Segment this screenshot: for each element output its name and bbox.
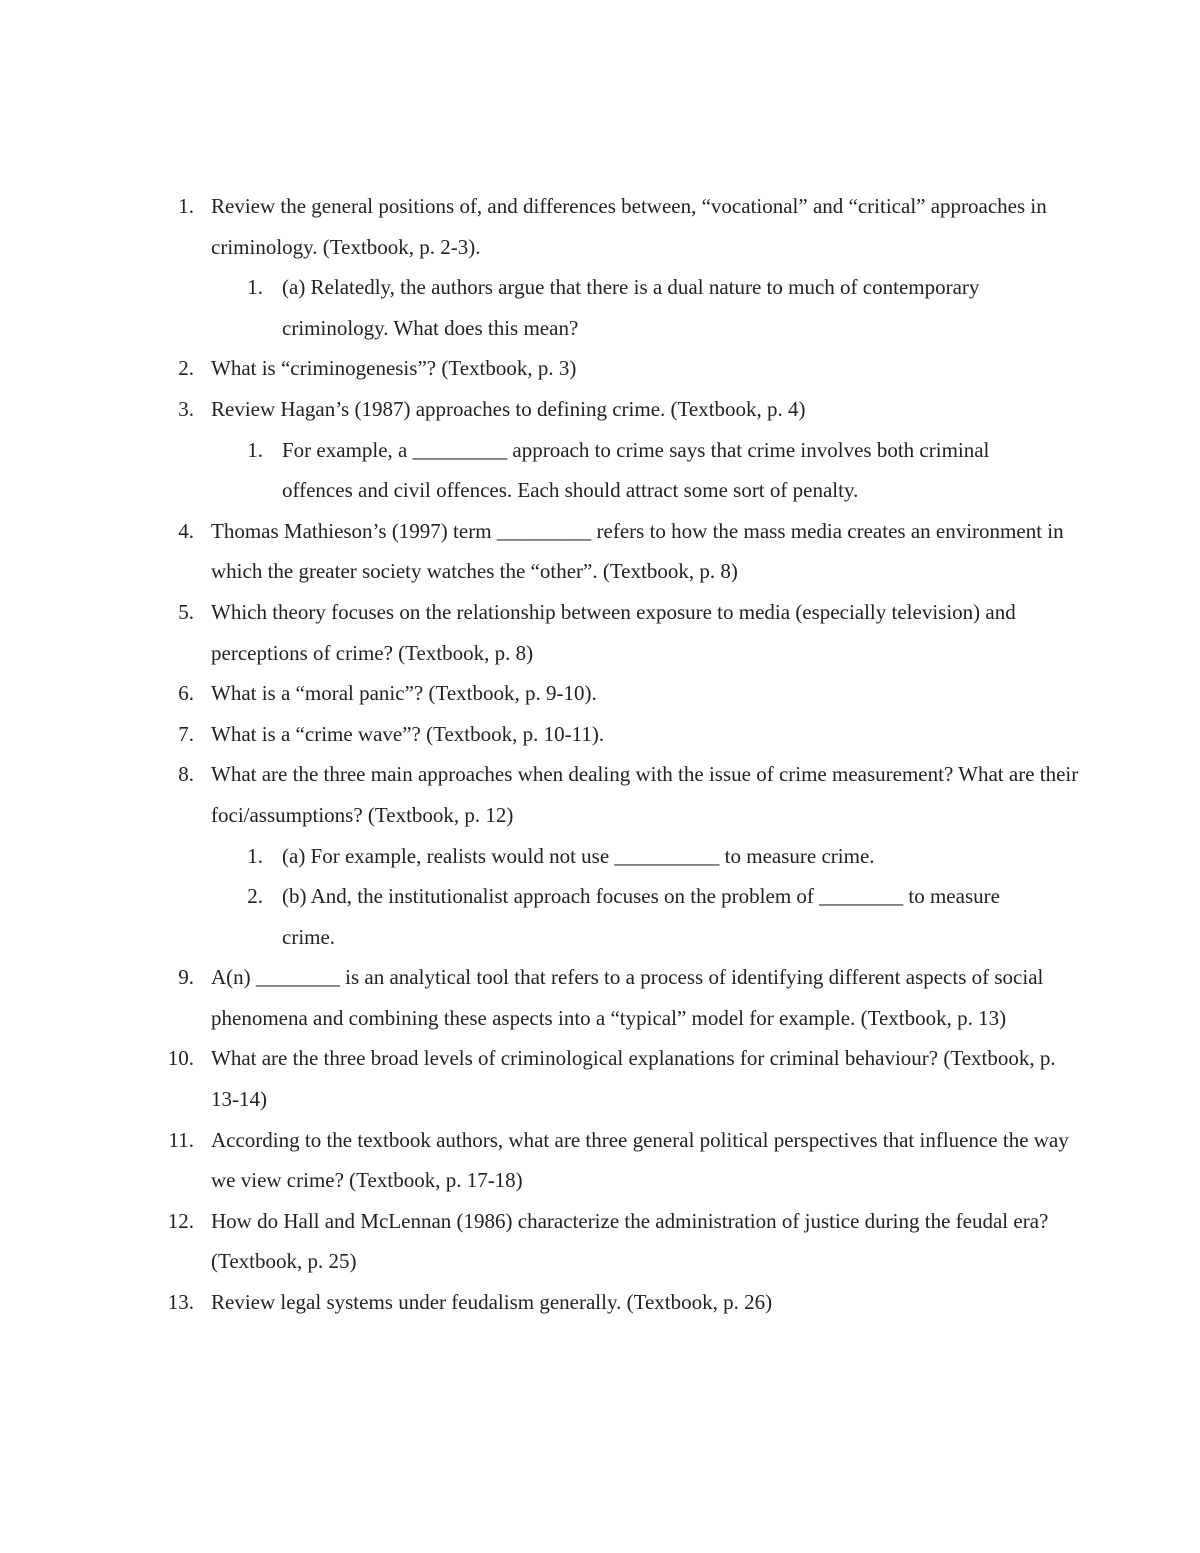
question-item [0, 754, 1200, 835]
question-item [0, 1282, 1200, 1323]
question-number: 13. [167, 1290, 194, 1315]
question-text: Review legal systems under feudalism generally. (Textbook, p. 26) [211, 1290, 773, 1315]
question-number: 2. [247, 884, 263, 909]
question-text: (a) Relatedly, the authors argue that there is a dual nature to much of contemporary criminology. What does this mean? [282, 275, 980, 340]
question-item [0, 1201, 1200, 1282]
question-number: 9. [178, 965, 194, 990]
question-text: Which theory focuses on the relationship between exposure to media (especially television) and perceptions of crime? (Textbook, p. 8) [211, 599, 1016, 665]
question-text: What are the three broad levels of criminological explanations for criminal behaviour? (Textbook, p. 13-14) [211, 1046, 1056, 1112]
question-text: What is “criminogenesis”? (Textbook, p. 3) [211, 356, 577, 381]
sub-question-item [0, 836, 1200, 877]
question-number: 12. [167, 1208, 194, 1233]
question-number: 4. [178, 518, 194, 543]
question-item [0, 511, 1200, 592]
question-number: 6. [178, 681, 194, 706]
question-number: 1. [247, 437, 263, 462]
question-list [0, 186, 1200, 1323]
question-number: 8. [178, 762, 194, 787]
sub-question-item [0, 267, 1200, 348]
question-text: What are the three main approaches when dealing with the issue of crime measurement? What are their foci/assumptions? (Textbook, p. 12) [211, 762, 1079, 827]
question-item [0, 673, 1200, 714]
question-text: What is a “moral panic”? (Textbook, p. 9-10). [211, 681, 597, 706]
question-number: 10. [167, 1046, 194, 1071]
question-text: For example, a _________ approach to crime says that crime involves both criminal offences and civil offences. Each should attract some sort of penalty. [282, 437, 990, 503]
question-text: (b) And, the institutionalist approach focuses on the problem of ________ to measure crime. [282, 884, 1000, 949]
question-text: A(n) ________ is an analytical tool that refers to a process of identifying different aspects of social phenomena and combining these aspects into a “typical” model for example. (Textbook, p. 13) [211, 965, 1044, 1030]
question-number: 2. [178, 356, 194, 381]
question-item [0, 186, 1200, 267]
question-item [0, 714, 1200, 755]
question-text: Review the general positions of, and differences between, “vocational” and “critical” approaches in criminology. (Textbook, p. 2-3). [211, 194, 1047, 259]
question-number: 1. [178, 194, 194, 218]
question-number: 1. [247, 843, 263, 868]
sub-question-item [0, 430, 1200, 511]
question-item [0, 1038, 1200, 1119]
question-text: What is a “crime wave”? (Textbook, p. 10-11). [211, 721, 605, 746]
question-text: How do Hall and McLennan (1986) characterize the administration of justice during the feudal era? (Textbook, p. 25) [211, 1208, 1049, 1274]
question-number: 7. [178, 721, 194, 746]
question-item [0, 957, 1200, 1038]
question-number: 1. [247, 275, 263, 300]
question-text: Thomas Mathieson’s (1997) term _________ refers to how the mass media creates an environment in which the greater society watches the “other”. (Textbook, p. 8) [211, 518, 1064, 584]
question-item [0, 592, 1200, 673]
question-number: 3. [178, 396, 194, 421]
question-number: 11. [168, 1127, 194, 1152]
sub-question-item [0, 876, 1200, 957]
question-item [0, 348, 1200, 389]
question-item [0, 1120, 1200, 1201]
question-item [0, 389, 1200, 430]
question-text: (a) For example, realists would not use __________ to measure crime. [282, 843, 875, 868]
question-text: According to the textbook authors, what are three general political perspectives that influence the way we view crime? (Textbook, p. 17-18) [211, 1127, 1069, 1193]
question-text: Review Hagan’s (1987) approaches to defining crime. (Textbook, p. 4) [211, 396, 806, 421]
question-number: 5. [178, 599, 194, 624]
